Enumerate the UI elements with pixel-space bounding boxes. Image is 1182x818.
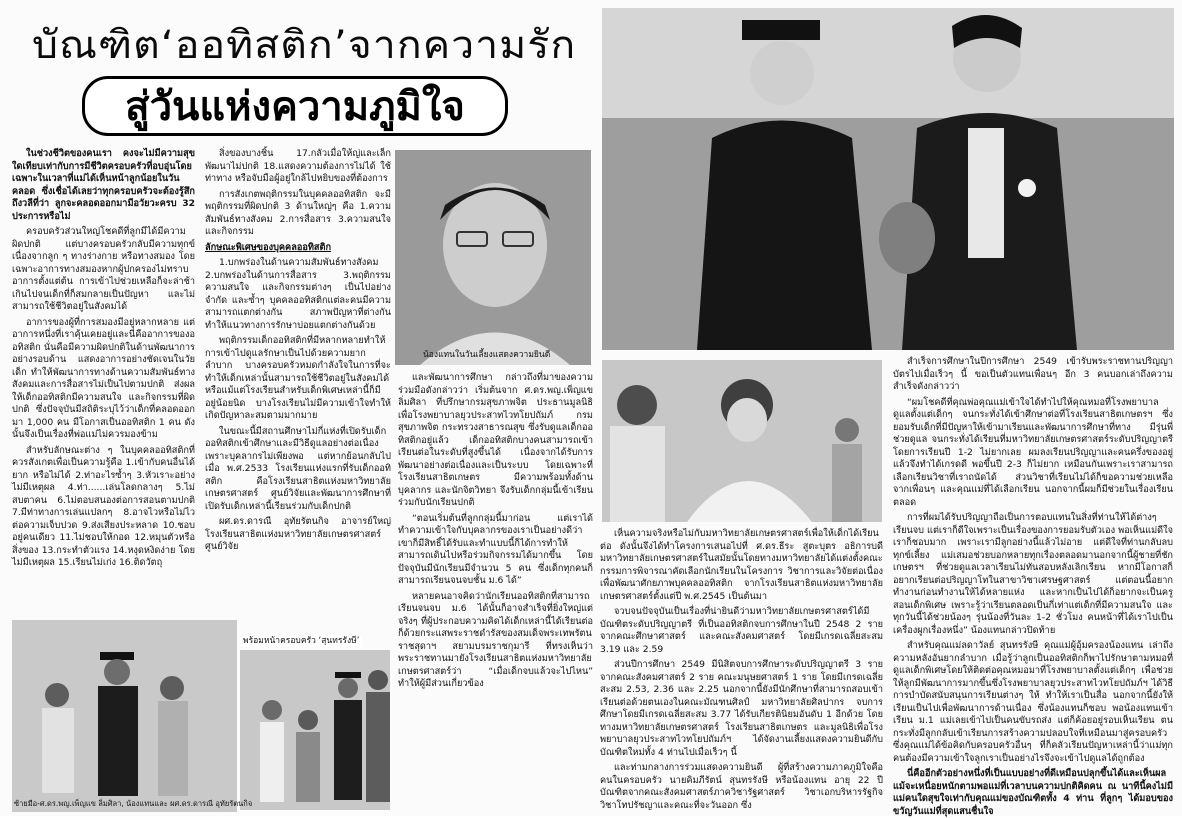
closing-paragraph: นี่คืออีกตัวอย่างหนึ่งที่เป็นแบบอย่างที่ดีเหมือนปลุกขึ้นได้และเห็นผล แม้จะเหนื่อยหนักตามพอแม่ที่เวลาบนความปกติคิดคน ณ นาทีนี้คงไม่มีแม่คนใดสุขใจเท่ากับคุณแม่ของบัณฑิตทั้ง 4 ท่าน ที่ลูกๆ ได้มอบของขวัญวันแม่ที่สุดแสนชื่นใจ	[893, 768, 1173, 817]
headline-block	[10, 8, 590, 128]
body-paragraph: สิ่งของบางชิ้น 17.กลัวเมื่อให้ญ่และเล็ก พัฒนาไม่ปกติ 18.แสดงความต้องการไม่ได้ ใช้ท่าทาง หรือจับมือผู้อยู่ใกล้ไปหยิบของที่ต้องการ	[205, 148, 391, 184]
body-paragraph: สำหรับลักษณะต่าง ๆ ในบุคคลออทิสติกที่ควรสังเกตเพื่อเป็นความรู้คือ 1.เข้ากับคนอื่นได้ยาก หรือไม่ได้ 2.ท่าอะไรซ้ำๆ 3.หัวเราะอย่างไม่มีเหตุผล 4.ท่า......เล่นโลดกลางๆ 5.ไม่สบตาคน 6.ไม่ตอบสนองต่อการสอนตามปกติ 7.มีท่าทางการเล่นแปลกๆ 8.อาจไวหรือไม่ไวต่อความเจ็บปวด 9.ส่งเสียงประหลาด 10.ชอบอยู่คนเดียว 11.ไม่ชอบให้กอด 12.หมุนตัวหรือสิ่งของ 13.กระทำตัวแรง 14.หงุดหงิดง่าย โดยไม่มีเหตุผล 15.เรียนไม่เก่ง 16.ติดวัตถุ	[12, 444, 195, 568]
body-paragraph: อาการของผู้ที่การสมองมีอยู่หลากหลาย แต่อาการหนึ่งที่เราคุ้นเคยอยู่และนี่คืออาการของออทิสติก นั่นคือมีความผิดปกติในด้านพัฒนาการอย่างรอบด้าน แสดงอาการอย่างชัดเจนในวัยเด็ก ทำให้พัฒนาการทางด้านความสัมพันธ์ทางสังคมและการสื่อสารไม่เป็นไปตามปกติ ส่งผลให้เด็กออทิสติกมีความสนใจ และกิจกรรมที่ผิดปกติ ซึ่งปัจจุบันมีสถิติระบุไว้ว่าเด็กที่คลอดออกมา 1,000 คน มีโอกาสเป็นออทิสติก 1 คน ดังนั้นจึงเป็นเรื่องที่พ่อแม่ไม่ควรมองข้าม	[12, 316, 196, 440]
guests-image	[602, 360, 882, 522]
group-caption: ซ้ายมือ-ศ.ดร.พญ.เพ็ญแข ลิ่มศิลา, น้องแทนและ ผศ.ดร.ดารณี อุทัยรัตนกิจ	[14, 799, 253, 808]
portrait-caption: น้องแทนในวันเลี้ยงแสดงความยินดี	[423, 350, 551, 360]
body-paragraph: การสังเกตพฤติกรรมในบุคคลออทิสติก จะมีพฤติกรรมที่ผิดปกติ 3 ด้านใหญ่ๆ คือ 1.ความสัมพันธ์ทางสังคม 2.การสื่อสาร 3.ความสนใจและกิจกรรม	[205, 188, 391, 237]
family-image	[240, 650, 390, 810]
ceremony-image	[602, 8, 1174, 350]
body-paragraph: การที่ผมได้รับปริญญาถือเป็นการตอบแทนในสิ่งที่ท่านให้ได้ต่างๆ เรียนจบ แต่เราก็ดีใจเพราะเป็นเรื่องของการยอมรับตัวเอง พอเห็นแม่ดีใจเราก็ชอบมาก เพราะเรามีลูกอย่างนี้แล้วไม่อาย แต่ดีใจที่ท่านกลับลบทุกข์เลี้ยง แม่เสมอช่วยบอกหลายทุกเรื่องตลอดมานอกจากนี้ผู้ชายที่ชักเกษตรฯ ที่ช่วยดูแลเวลาเรียนไม่ทันสอบหลังเลิกเรียน หากมีโอกาสก็อยากเรียนต่อปริญญาโทในสาขาวิชาเศรษฐศาสตร์ แต่ตอนนี้อยากทำงานก่อนทำงานให้ได้หลายแห่ง และหากเป็นไปได้ก็อยากจะเป็นครูสอนเด็กพิเศษ เพราะรู้ว่าเรียนตลอดเป็นกี่เท่าแต่เด็กที่มีความสนใจ และทุกวันนี้ได้ช่วยน้องๆ รุ่นน้องที่วันละ 1-2 ชั่วโมง คนหน้าที่ได้เราไปเป็นเครื่องผูกเรื่องหนึ่ง” น้องแทนกล่าวปิดท้าย	[893, 512, 1173, 636]
body-paragraph: เห็นความจริงหรือไม่กับมหาวิทยาลัยเกษตรศาสตร์เพื่อให้เด็กได้เรียนต่อ ดังนั้นจึงได้ทำโครงการเสนอไปที่ ศ.ดร.ธีระ สูตะบุตร อธิการบดีมหาวิทยาลัยเกษตรศาสตร์ในสมัยนั้นโดยทางมหาวิทยาลัยได้แต่งตั้งคณะกรรมการพิจารณาคัดเลือกนักเรียนในโครงการ วิชาการและวิจัยต่อเนื่อง เพื่อพัฒนาศักยภาพบุคคลออทิสติก จากโรงเรียนสาธิตแห่งมหาวิทยาลัยเกษตรศาสตร์ตั้งแต่ปี พ.ศ.2545 เป็นต้นมา	[600, 528, 883, 602]
family-photo	[240, 636, 390, 810]
column-3	[398, 372, 593, 812]
body-paragraph: “ตอนเริ่มต้นที่ลูกกลุ่มนี้มาก่อน แต่เราได้ทำความเข้าใจกับบุคลากรของเราเป็นอย่างดีว่าเขาก็มีสิทธิ์ได้รับและทำแบบนี้ก็ได้การทำให้สามารถเดินไปหรือร่วมกิจกรรมได้มากขึ้น โดยปัจจุบันมีนักเรียนมีจำนวน 5 คน ซึ่งเด็กทุกคนก็สามารถเรียนจนจบชั้น ม.6 ได้”	[398, 512, 593, 586]
body-paragraph: พฤติกรรมเด็กออทิสติกที่มีหลากหลายทำให้การเข้าไปดูแลรักษาเป็นไปด้วยความยากลำบาก บางครอบครัวหมดกำลังใจในการที่จะทำให้เด็กเหล่านั้นสามารถใช้ชีวิตอยู่ในสังคมได้ หรือแม้แต่โรงเรียนสำหรับเด็กพิเศษเหล่านี้ก็มีอยู่น้อยนิด บางโรงเรียนไม่มีความเข้าใจทำให้เกิดปัญหาละสมตามมากมาย	[205, 335, 391, 421]
body-paragraph: สำเร็จการศึกษาในปีการศึกษา 2549 เข้ารับพระราชทานปริญญาบัตรไปเมื่อเร็วๆ นี้ ขอเป็นตัวแทนเพื่อนๆ อีก 3 คนบอกเล่าถึงความสำเร็จดังกล่าวว่า	[893, 356, 1173, 392]
body-paragraph: ผศ.ดร.ดารณี อุทัยรัตนกิจ อาจารย์ใหญ่โรงเรียนสาธิตแห่งมหาวิทยาลัยเกษตรศาสตร์ ศูนย์วิจัย	[205, 516, 391, 552]
body-paragraph: ครอบครัวส่วนใหญ่โชคดีที่ลูกมีได้มีความผิดปกติ แต่บางครอบครัวกลับมีความทุกข์ เนื่องจากลูก ๆ ทางร่างกาย หรือทางสมอง โดยเฉพาะอาการทางสมองหากผู้ปกครองไม่ทราบอาการตั้งแต่ต้น การเข้าไปช่วยเหลือก็จะล่าช้าเกินไปจนเด็กที่ก็สมกลายเป็นปัญหา และไม่สามารถใช้ชีวิตอยู่ในสังคมได้	[12, 226, 195, 312]
portrait-photo	[395, 150, 591, 365]
body-paragraph: ส่วนปีการศึกษา 2549 มีนิสิตจบการศึกษาระดับปริญญาตรี 3 ราย จากคณะสังคมศาสตร์ 2 ราย คณะมนุษยศาสตร์ 1 ราย โดยมีเกรดเฉลี่ยสะสม 2.53, 2.36 และ 2.25 นอกจากนี้ยังมีนักศึกษาที่สามารถสอบเข้าเรียนต่อด้วยตนเองในคณะมัณฑนศิลป์ มหาวิทยาลัยศิลปากร จบการศึกษาโดยมีเกรดเฉลี่ยสะสม 3.77 ได้รับเกียรตินิยมอันดับ 1 อีกด้วย โดยทางมหาวิทยาลัยเกษตรศาสตร์ โรงเรียนสาธิตเกษตร และมูลนิธิเพื่อโรงพยาบาลยุวประสาทไวทโยปถัมภ์ฯ ได้จัดงานเลี้ยงแสดงความยินดีกับบัณฑิตใหม่ทั้ง 4 ท่านไปเมื่อเร็วๆ นี้	[600, 659, 883, 758]
body-paragraph: ในขณะนี้มีสถานศึกษาไม่กี่แห่งที่เปิดรับเด็กออทิสติกเข้าศึกษาและมีวิธีดูแลอย่างต่อเนื่องเพราะบุคลากรไม่เพียงพอ แต่หากย้อนกลับไปเมื่อ พ.ศ.2533 โรงเรียนแห่งแรกที่รับเด็กออทิสติก คือโรงเรียนสาธิตแห่งมหาวิทยาลัยเกษตรศาสตร์ ศูนย์วิจัยและพัฒนาการศึกษาที่เปิดรับเด็กเหล่านี้เรียนร่วมกับเด็กปกติ	[205, 425, 391, 512]
ceremony-photo	[602, 8, 1174, 350]
body-paragraph: และพัฒนาการศึกษา กล่าวถึงที่มาของความร่วมมือดังกล่าวว่า เริ่มต้นจาก ศ.ดร.พญ.เพ็ญแข ลิ่มศิลา ที่ปรึกษากรมสุขภาพจิต ประธานมูลนิธิเพื่อโรงพยาบาลยุวประสาทไวทโยปถัมภ์ กรมสุขภาพจิต กระทรวงสาธารณสุข ซึ่งรับดูแลเด็กออทิสติกอยู่แล้ว เด็กออทิสติกบางคนสามารถเข้าเรียนต่อในระดับที่สูงขึ้นได้ เนื่องจากได้รับการพัฒนาอย่างต่อเนื่องและเป็นระบบ โดยเฉพาะที่โรงเรียนสาธิตเกษตร มีความพร้อมทั้งด้านบุคลากร และนักจิตวิทยา จึงรับเด็กกลุ่มนี้เข้าเรียนร่วมกับนักเรียนปกติ	[398, 372, 593, 508]
column-5	[893, 356, 1173, 817]
column-4	[600, 528, 883, 812]
guests-photo	[602, 360, 882, 522]
body-paragraph: สำหรับคุณแม่ลดาวัลย์ สุนทรรังษี คุณแม่ผู้อุ้มครองน้องแทน เล่าถึงความหลังอันยากลำบาก เมื่อรู้ว่าลูกเป็นออทิสติกก็พาไปรักษาตามหมอที่ดูแลเด็กพิเศษโดยให้ติดต่อคุณหมอมาที่โรงพยาบาลตั้งแต่เด็กๆ เพื่อช่วยให้ลูกมีพัฒนาการมากขึ้นซึ่งโรงพยาบาลยุวประสาทไวทโยปถัมภ์ฯ ได้วิธีการบำบัดสนับสนุนการเรียนต่างๆ ให้ ทำให้เราเป็นสื่อ นอกจากนี้ยังให้เรียนเป็นไปเพื่อพัฒนาการด้านเนื่อง ซึ่งน้องแทนก็ชอบ พอน้องแทนเข้าเรียน ม.1 แม่เลยเข้าไปเป็นคนขับรถส่ง แต่ก็ค้อยอยู่รอบเห็นเรียน ตนกระทั่งมีลูกกลับเข้าเรียนการสร้างความปลอบใจที่เหมือนมาสู่ครอบครัว ซึ่งคุณแม่ได้ข้อคิดกับครอบครัวอื่นๆ ที่ก็คลัวเรียนปัญหาเหล่านี้ว่าแม่ทุกคนต้องมีความเข้าใจลูกเราเป็นอย่างไรจึงจะเข้าไปดูแลได้ถูกต้อง	[893, 640, 1173, 764]
column-2	[205, 148, 391, 618]
body-paragraph: หลายคนอาจคิดว่านักเรียนออทิสติกที่สามารถเรียนจนจบ ม.6 ได้นั้นก็อาจสำเร็จที่ยิ่งใหญ่แต่จริงๆ ที่ผู้ประกอบความคิดได้เด็กเหล่านี้ได้เรียนต่อ ก็ด้วยกระแสพระราชดำรัสของสมเด็จพระเทพรัตนราชสุดาฯ สยามบรมราชกุมารี ที่ทรงเห็นว่าพระราชทานมายังโรงเรียนสาธิตแห่งมหาวิทยาลัยเกษตรศาสตร์ว่า “เมื่อเด็กจบแล้วจะไปไหน” ทำให้ผู้มีส่วนเกี่ยวข้อง	[398, 590, 593, 689]
column-1	[12, 148, 195, 618]
portrait-image	[395, 150, 591, 365]
headline-line2-frame	[82, 76, 508, 136]
group-photo	[12, 620, 253, 812]
family-caption: พร้อมหน้าครอบครัว ‘สุนทรรังษี’	[240, 636, 362, 647]
headline-line2: สู่วันแห่งความภูมิใจ	[125, 84, 465, 130]
body-paragraph: 1.บกพร่องในด้านความสัมพันธ์ทางสังคม 2.บกพร่องในด้านการสื่อสาร 3.พฤติกรรม ความสนใจ และกิจกรรมต่างๆ เป็นไปอย่างจำกัด และซ้ำๆ บุคคลออทิสติกแต่ละคนมีความสามารถแตกต่างกัน สภาพปัญหาที่ต่างกัน ทำให้แนวทางการรักษาบ่อยแตกต่างกันด้วย	[205, 257, 391, 331]
body-paragraph: และท่ามกลางการร่วมแสดงความยินดี ผู้ที่สร้างความภาคภูมิใจคือคนในครอบครัว นายคิมภีรัตน์ สุนทรรังษี หรือน้องแทน อายุ 22 ปี บัณฑิตจากคณะสังคมศาสตร์ภาควิชารัฐศาสตร์ วิชาเอกบริหารรัฐกิจ วิชาโทปรัชญาและคณะที่จะวันออก ซึ่ง	[600, 762, 883, 811]
headline-line1: บัณฑิต‘ออทิสติก’จากความรัก	[32, 23, 577, 68]
body-paragraph: “ผมโชคดีที่คุณพ่อคุณแม่เข้าใจได้ทำไปให้คุณหมอที่โรงพยาบาลดูแลตั้งแต่เด็กๆ จนกระทั่งได้เข้าศึกษาต่อที่โรงเรียนสาธิตเกษตรฯ ซึ่งยอมรับเด็กที่มีปัญหาให้เข้ามาเรียนและพัฒนาการศึกษาที่ทาง มีรุ่นพี่ช่วยดูแล จนกระทั่งได้เรียนที่มหาวิทยาลัยเกษตรศาสตร์ระดับปริญญาตรี โดยการเรียนปี 1-2 ไม่ยากเลย ผมลงเรียนปริญญาและคนครึ่งของอยู่แล้วจึงทำได้เกรดดี พอขึ้นปี 2-3 ก็ไม่ยาก เหมือนกันเพราะเราสามารถเลือกเรียนวิชาที่เราถนัดได้ ส่วนวิชาที่เรียนไม่ได้ก็ขอความช่วยเหลือจากเพื่อนๆ และคุณแม่ที่ได้เลือกเรียน นอกจากนี้ผมก็มีช่วยในเรื่องเรียนตลอด	[893, 396, 1173, 508]
body-paragraph: จวบจนปัจจุบันเป็นเรื่องที่น่ายินดีว่ามหาวิทยาลัยเกษตรศาสตร์ได้มีบัณฑิตระดับปริญญาตรี ที่เป็นออทิสติกจบการศึกษาในปี 2548 2 ราย จากคณะศึกษาศาสตร์ และคณะสังคมศาสตร์ โดยมีเกรดเฉลี่ยสะสม 3.19 และ 2.59	[600, 606, 883, 655]
lead-paragraph: ในช่วงชีวิตของคนเรา คงจะไม่มีความสุขใดเทียบเท่ากับการมีชีวิตครอบครัวที่อบอุ่นโดยเฉพาะในเวลาที่แม่ได้เห็นหน้าลูกน้อยในวันคลอด ซึ่งเชื่อได้เลยว่าทุกครอบครัวจะต้องรู้สึกถึงวลีที่ว่า ลูกจะคลอดออกมามีอวัยวะครบ 32 ประการหรือไม่	[12, 148, 195, 222]
section-subheading: ลักษณะพิเศษของบุคคลออทิสติก	[205, 241, 332, 253]
group-image	[12, 620, 237, 812]
